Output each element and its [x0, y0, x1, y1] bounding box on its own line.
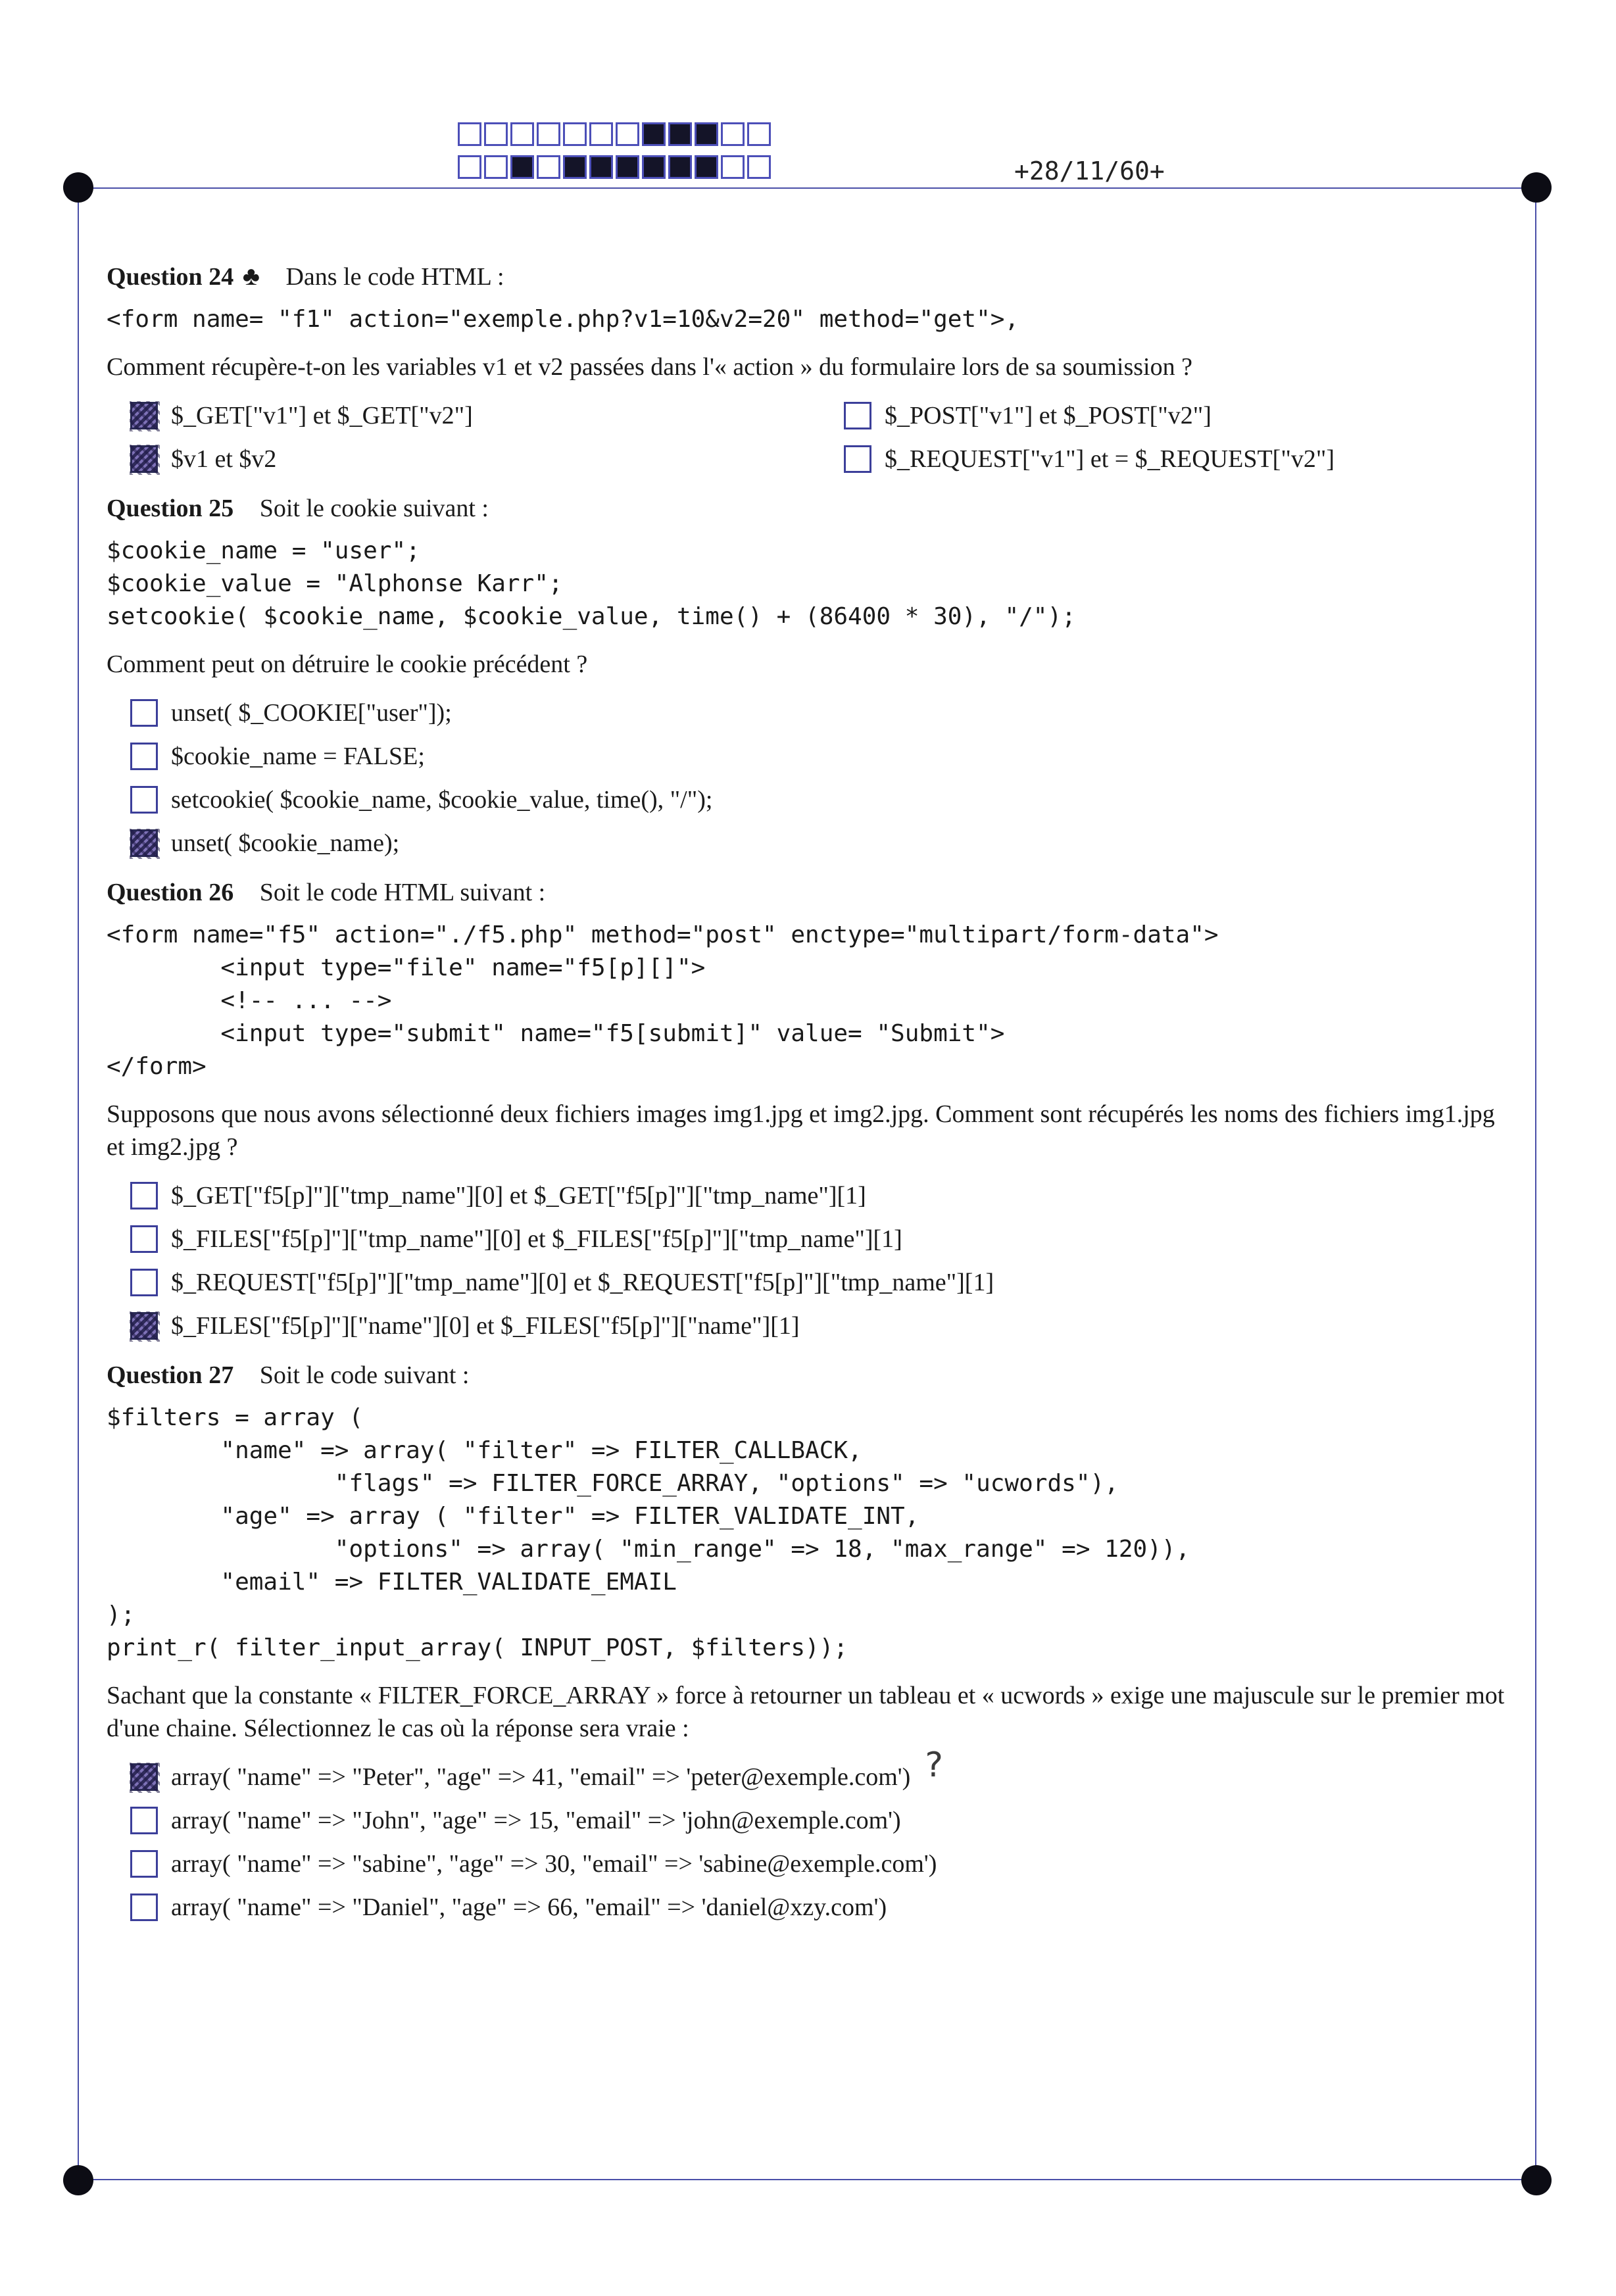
barcode-cell-empty — [537, 122, 560, 146]
answer-option[interactable] — [130, 695, 1514, 731]
question-prompt: Comment récupère-t-on les variables v1 et v2 passées dans l'« action » du formulaire lors de sa soumission ? — [107, 353, 1192, 381]
answer-option[interactable] — [130, 739, 1514, 774]
checkbox-checked[interactable] — [130, 1312, 158, 1340]
checkbox-checked[interactable] — [130, 1763, 158, 1791]
barcode-cell-empty — [458, 155, 481, 179]
answer-list — [130, 1746, 1514, 1925]
checkbox-checked[interactable] — [130, 402, 158, 429]
checkbox[interactable] — [130, 1269, 158, 1296]
checkbox[interactable] — [130, 743, 158, 770]
answer-label: $_REQUEST["f5[p]"]["tmp_name"][0] et $_REQUEST["f5[p]"]["tmp_name"][1] — [171, 1269, 994, 1296]
answer-option[interactable] — [130, 441, 844, 477]
barcode-cell-empty — [563, 122, 587, 146]
answer-label: $_REQUEST["v1"] et = $_REQUEST["v2"] — [885, 445, 1335, 473]
answer-label: $_POST["v1"] et $_POST["v2"] — [885, 402, 1212, 429]
question-prompt: Comment peut on détruire le cookie précédent ? — [107, 650, 588, 678]
checkbox[interactable] — [130, 1850, 158, 1878]
barcode-cell-empty — [747, 155, 771, 179]
answer-option[interactable] — [130, 825, 1514, 861]
answer-option[interactable] — [130, 1846, 1514, 1882]
answer-label: $_FILES["f5[p]"]["name"][0] et $_FILES["f5[p]"]["name"][1] — [171, 1312, 800, 1340]
question-number: Question 27 — [107, 1361, 234, 1389]
barcode-cell-filled — [695, 122, 718, 146]
question-title — [107, 494, 1514, 523]
question-intro: Soit le code suivant : — [259, 1361, 470, 1389]
id-barcode-row-1 — [458, 122, 773, 146]
barcode-cell-empty — [537, 155, 560, 179]
question-title — [107, 1361, 1514, 1390]
answer-option[interactable] — [130, 1308, 1514, 1344]
barcode-cell-filled — [642, 122, 666, 146]
answer-label: unset( $cookie_name); — [171, 829, 400, 857]
answer-list — [130, 695, 1514, 861]
barcode-cell-empty — [458, 122, 481, 146]
answer-label: $_GET["v1"] et $_GET["v2"] — [171, 402, 473, 429]
checkbox[interactable] — [130, 1225, 158, 1253]
question-prompt: Sachant que la constante « FILTER_FORCE_ARRAY » force à retourner un tableau et « ucwords » exige une majuscule sur le premier mot d'une chaine. Sélectionnez le cas où la réponse sera vraie : — [107, 1682, 1505, 1742]
barcode-cell-filled — [510, 155, 534, 179]
checkbox-checked[interactable] — [130, 445, 158, 473]
answer-label: array( "name" => "Peter", "age" => 41, "email" => 'peter@exemple.com') — [171, 1763, 911, 1791]
question-title — [107, 878, 1514, 907]
answer-list — [130, 398, 1514, 477]
question-number: Question 25 — [107, 495, 234, 522]
corner-marker-top-left — [63, 172, 93, 203]
handwritten-question-mark: ? — [925, 1746, 943, 1785]
answer-option[interactable] — [130, 1178, 1514, 1213]
checkbox[interactable] — [130, 1893, 158, 1921]
answer-option[interactable] — [130, 398, 844, 433]
code-block: $filters = array ( "name" => array( "filter" => FILTER_CALLBACK, "flags" => FILTER_FORCE_ARRAY, "options" => "ucwords"), "age" => array ( "filter" => FILTER_VALIDATE_INT, "options" => array( "min_range" => 18, "max_range" => 120)), "email" => FILTER_VALIDATE_EMAIL ); print_r( filter_input_array( INPUT_POST, $filters)); — [107, 1404, 1190, 1661]
barcode-cell-filled — [589, 155, 613, 179]
checkbox[interactable] — [130, 1182, 158, 1209]
barcode-cell-empty — [484, 122, 508, 146]
answer-label: array( "name" => "Daniel", "age" => 66, "email" => 'daniel@xzy.com') — [171, 1893, 887, 1921]
answer-list — [130, 1178, 1514, 1344]
checkbox[interactable] — [844, 445, 871, 473]
question-25 — [107, 494, 1514, 861]
barcode-cell-filled — [563, 155, 587, 179]
question-number: Question 26 — [107, 879, 234, 906]
barcode-cell-filled — [668, 155, 692, 179]
barcode-cell-empty — [484, 155, 508, 179]
barcode-cell-filled — [616, 155, 639, 179]
id-barcode-row-2 — [458, 155, 773, 179]
question-26 — [107, 878, 1514, 1344]
question-intro: Dans le code HTML : — [285, 263, 504, 291]
answer-option[interactable] — [844, 398, 1502, 433]
answer-label: $_GET["f5[p]"]["tmp_name"][0] et $_GET["f5[p]"]["tmp_name"][1] — [171, 1182, 866, 1209]
club-icon: ♣ — [242, 261, 260, 291]
question-title — [107, 260, 1514, 291]
barcode-cell-empty — [616, 122, 639, 146]
checkbox-checked[interactable] — [130, 829, 158, 857]
answer-option[interactable] — [130, 782, 1514, 818]
checkbox[interactable] — [130, 699, 158, 727]
barcode-cell-empty — [721, 155, 745, 179]
checkbox[interactable] — [130, 1807, 158, 1834]
question-prompt: Supposons que nous avons sélectionné deux fichiers images img1.jpg et img2.jpg. Comment sont récupérés les noms des fichiers img1.jpg et img2.jpg ? — [107, 1100, 1495, 1161]
question-number: Question 24 ♣ — [107, 261, 260, 291]
code-block: $cookie_name = "user"; $cookie_value = "Alphonse Karr"; setcookie( $cookie_name, $cookie_value, time() + (86400 * 30), "/"); — [107, 537, 1076, 630]
answer-option[interactable] — [130, 1265, 1514, 1300]
answer-option[interactable] — [130, 1746, 1514, 1795]
question-intro: Soit le code HTML suivant : — [259, 879, 546, 906]
question-27 — [107, 1361, 1514, 1925]
answer-label: $v1 et $v2 — [171, 445, 277, 473]
answer-option[interactable] — [130, 1221, 1514, 1257]
code-block: <form name= "f1" action="exemple.php?v1=10&v2=20" method="get">, — [107, 306, 1019, 333]
barcode-cell-filled — [668, 122, 692, 146]
barcode-cell-filled — [642, 155, 666, 179]
question-intro: Soit le cookie suivant : — [259, 495, 489, 522]
corner-marker-top-right — [1521, 172, 1552, 203]
sheet-code: +28/11/60+ — [1014, 157, 1165, 185]
answer-label: unset( $_COOKIE["user"]); — [171, 699, 452, 727]
answer-option[interactable] — [130, 1803, 1514, 1838]
corner-marker-bottom-left — [63, 2165, 93, 2195]
barcode-cell-empty — [721, 122, 745, 146]
corner-marker-bottom-right — [1521, 2165, 1552, 2195]
questions-content — [107, 260, 1514, 1942]
barcode-cell-filled — [695, 155, 718, 179]
barcode-cell-empty — [510, 122, 534, 146]
checkbox[interactable] — [130, 786, 158, 814]
barcode-cell-empty — [589, 122, 613, 146]
checkbox[interactable] — [844, 402, 871, 429]
answer-label: $cookie_name = FALSE; — [171, 743, 425, 770]
answer-label: array( "name" => "sabine", "age" => 30, "email" => 'sabine@exemple.com') — [171, 1850, 937, 1878]
answer-option[interactable] — [130, 1890, 1514, 1925]
code-block: <form name="f5" action="./f5.php" method="post" enctype="multipart/form-data"> <input type="file" name="f5[p][]"> <!-- ... --> <input type="submit" name="f5[submit]" value= "Submit"> </form> — [107, 921, 1219, 1080]
answer-label: $_FILES["f5[p]"]["tmp_name"][0] et $_FILES["f5[p]"]["tmp_name"][1] — [171, 1225, 902, 1253]
question-24 — [107, 260, 1514, 477]
barcode-cell-empty — [747, 122, 771, 146]
answer-label: array( "name" => "John", "age" => 15, "email" => 'john@exemple.com') — [171, 1807, 901, 1834]
answer-label: setcookie( $cookie_name, $cookie_value, time(), "/"); — [171, 786, 713, 814]
answer-option[interactable] — [844, 441, 1502, 477]
